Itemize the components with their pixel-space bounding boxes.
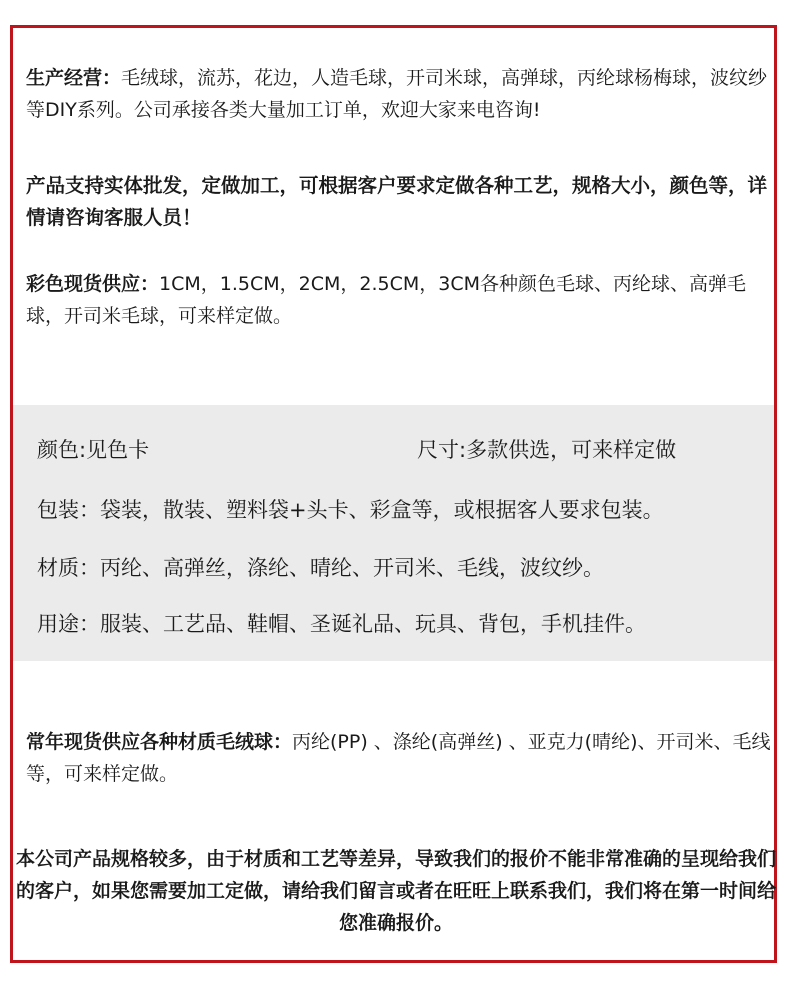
spec-usage: 用途：服装、工艺品、鞋帽、圣诞礼品、玩具、背包，手机挂件。 [37, 612, 646, 636]
spec-material: 材质：丙纶、高弹丝，涤纶、晴纶、开司米、毛线，波纹纱。 [37, 556, 604, 580]
year-round-paragraph [26, 726, 771, 790]
spec-color: 颜色:见色卡 [37, 438, 150, 462]
specs-panel [13, 405, 774, 661]
intro-label: 生产经营： [26, 67, 122, 89]
stock-paragraph [26, 268, 771, 332]
year-round-text: 丙纶(PP) 、涤纶(高弹丝) 、亚克力(晴纶)、开司米、毛线等，可来样定做。 [26, 731, 771, 785]
year-round-label: 常年现货供应各种材质毛绒球： [26, 731, 293, 753]
spec-packaging: 包装：袋装，散装、塑料袋+头卡、彩盒等，或根据客人要求包装。 [37, 498, 664, 522]
spec-row-color-size [37, 435, 677, 465]
notice-paragraph: 本公司产品规格较多，由于材质和工艺等差异，导致我们的报价不能非常准确的呈现给我们的客户，如果您需要加工定做，请给我们留言或者在旺旺上联系我们，我们将在第一时间给您准确报价。 [16, 848, 777, 934]
intro-text: 毛绒球，流苏，花边，人造毛球，开司米球，高弹球，丙纶球杨梅球，波纹纱等DIY系列。公司承接各类大量加工订单，欢迎大家来电咨询! [26, 67, 768, 121]
spec-size: 尺寸:多款供选，可来样定做 [417, 438, 677, 462]
stock-label: 彩色现货供应： [26, 273, 160, 295]
intro-paragraph [26, 62, 771, 126]
stock-text: 1CM，1.5CM，2CM，2.5CM，3CM各种颜色毛球、丙纶球、高弹毛球，开司米毛球，可来样定做。 [26, 273, 747, 327]
support-paragraph: 产品支持实体批发，定做加工，可根据客户要求定做各种工艺，规格大小，颜色等，详情请咨询客服人员！ [26, 174, 768, 229]
